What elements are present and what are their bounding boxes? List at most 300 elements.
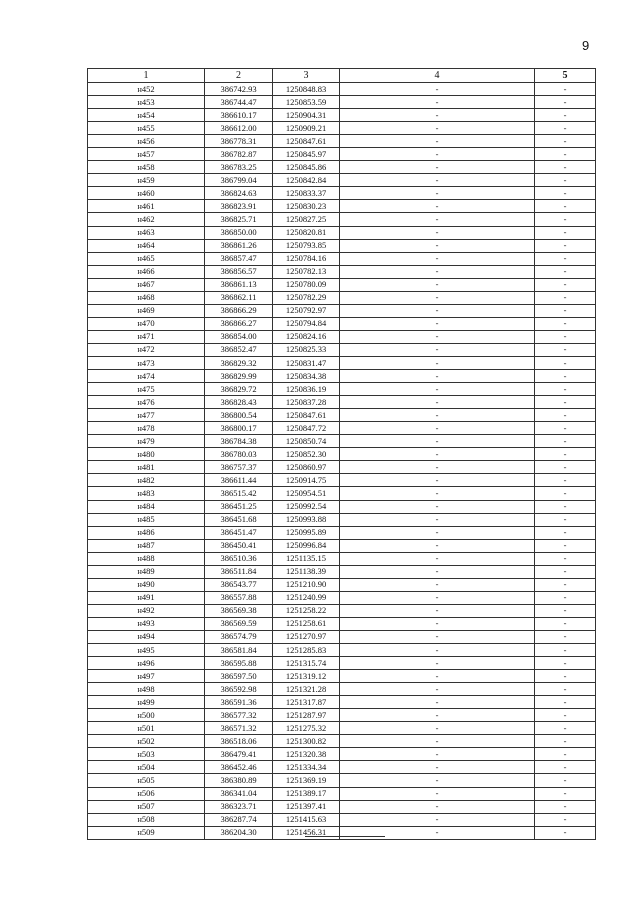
table-row <box>88 356 596 369</box>
description-cell: - <box>340 161 535 174</box>
x-coordinate-cell: 386852.47 <box>205 343 273 356</box>
note-cell: - <box>535 617 596 630</box>
table-row <box>88 109 596 122</box>
table-row <box>88 787 596 800</box>
point-id-cell: н477 <box>88 409 205 422</box>
x-coordinate-cell: 386341.04 <box>205 787 273 800</box>
description-cell: - <box>340 500 535 513</box>
note-cell: - <box>535 670 596 683</box>
note-cell: - <box>535 83 596 96</box>
note-cell: - <box>535 448 596 461</box>
note-cell: - <box>535 539 596 552</box>
point-id-cell: н483 <box>88 487 205 500</box>
table-row <box>88 800 596 813</box>
note-cell: - <box>535 200 596 213</box>
point-id-cell: н452 <box>88 83 205 96</box>
description-cell: - <box>340 96 535 109</box>
x-coordinate-cell: 386451.47 <box>205 526 273 539</box>
y-coordinate-cell: 1251300.82 <box>273 735 340 748</box>
description-cell: - <box>340 513 535 526</box>
x-coordinate-cell: 386780.03 <box>205 448 273 461</box>
y-coordinate-cell: 1250904.31 <box>273 109 340 122</box>
table-row <box>88 135 596 148</box>
point-id-cell: н487 <box>88 539 205 552</box>
note-cell: - <box>535 396 596 409</box>
note-cell: - <box>535 356 596 369</box>
x-coordinate-cell: 386611.44 <box>205 474 273 487</box>
y-coordinate-cell: 1250909.21 <box>273 122 340 135</box>
y-coordinate-cell: 1251317.87 <box>273 696 340 709</box>
table-row <box>88 630 596 643</box>
footer-divider <box>305 836 385 837</box>
table-row <box>88 487 596 500</box>
x-coordinate-cell: 386592.98 <box>205 683 273 696</box>
description-cell: - <box>340 226 535 239</box>
x-coordinate-cell: 386543.77 <box>205 578 273 591</box>
point-id-cell: н461 <box>88 200 205 213</box>
x-coordinate-cell: 386862.11 <box>205 291 273 304</box>
y-coordinate-cell: 1251287.97 <box>273 709 340 722</box>
y-coordinate-cell: 1250833.37 <box>273 187 340 200</box>
table-body <box>88 83 596 840</box>
y-coordinate-cell: 1250842.84 <box>273 174 340 187</box>
y-coordinate-cell: 1250784.16 <box>273 252 340 265</box>
table-row <box>88 370 596 383</box>
table-row <box>88 122 596 135</box>
y-coordinate-cell: 1251258.22 <box>273 604 340 617</box>
x-coordinate-cell: 386824.63 <box>205 187 273 200</box>
note-cell: - <box>535 122 596 135</box>
note-cell: - <box>535 148 596 161</box>
description-cell: - <box>340 644 535 657</box>
table-row <box>88 826 596 839</box>
note-cell: - <box>535 213 596 226</box>
y-coordinate-cell: 1250847.61 <box>273 409 340 422</box>
description-cell: - <box>340 370 535 383</box>
point-id-cell: н457 <box>88 148 205 161</box>
table-row <box>88 552 596 565</box>
table-row <box>88 265 596 278</box>
point-id-cell: н458 <box>88 161 205 174</box>
note-cell: - <box>535 657 596 670</box>
x-coordinate-cell: 386829.99 <box>205 370 273 383</box>
description-cell: - <box>340 774 535 787</box>
y-coordinate-cell: 1250836.19 <box>273 383 340 396</box>
x-coordinate-cell: 386825.71 <box>205 213 273 226</box>
y-coordinate-cell: 1251389.17 <box>273 787 340 800</box>
table-row <box>88 252 596 265</box>
y-coordinate-cell: 1250794.84 <box>273 317 340 330</box>
point-id-cell: н467 <box>88 278 205 291</box>
table-row <box>88 683 596 696</box>
y-coordinate-cell: 1250914.75 <box>273 474 340 487</box>
x-coordinate-cell: 386569.38 <box>205 604 273 617</box>
x-coordinate-cell: 386829.72 <box>205 383 273 396</box>
note-cell: - <box>535 630 596 643</box>
column-header-3: 3 <box>273 69 340 83</box>
description-cell: - <box>340 709 535 722</box>
table-row <box>88 213 596 226</box>
point-id-cell: н505 <box>88 774 205 787</box>
x-coordinate-cell: 386857.47 <box>205 252 273 265</box>
x-coordinate-cell: 386610.17 <box>205 109 273 122</box>
y-coordinate-cell: 1250824.16 <box>273 330 340 343</box>
description-cell: - <box>340 565 535 578</box>
point-id-cell: н507 <box>88 800 205 813</box>
note-cell: - <box>535 683 596 696</box>
x-coordinate-cell: 386828.43 <box>205 396 273 409</box>
y-coordinate-cell: 1251321.28 <box>273 683 340 696</box>
x-coordinate-cell: 386511.84 <box>205 565 273 578</box>
table-row <box>88 383 596 396</box>
description-cell: - <box>340 487 535 500</box>
x-coordinate-cell: 386569.59 <box>205 617 273 630</box>
note-cell: - <box>535 252 596 265</box>
table-row <box>88 604 596 617</box>
point-id-cell: н454 <box>88 109 205 122</box>
description-cell: - <box>340 748 535 761</box>
y-coordinate-cell: 1250995.89 <box>273 526 340 539</box>
description-cell: - <box>340 696 535 709</box>
description-cell: - <box>340 657 535 670</box>
table-row <box>88 174 596 187</box>
point-id-cell: н472 <box>88 343 205 356</box>
point-id-cell: н500 <box>88 709 205 722</box>
description-cell: - <box>340 448 535 461</box>
y-coordinate-cell: 1250996.84 <box>273 539 340 552</box>
point-id-cell: н464 <box>88 239 205 252</box>
table-row <box>88 396 596 409</box>
y-coordinate-cell: 1250847.72 <box>273 422 340 435</box>
y-coordinate-cell: 1251456.31 <box>273 826 340 839</box>
x-coordinate-cell: 386518.06 <box>205 735 273 748</box>
note-cell: - <box>535 500 596 513</box>
point-id-cell: н482 <box>88 474 205 487</box>
note-cell: - <box>535 513 596 526</box>
column-header-5: 5 <box>535 69 596 83</box>
description-cell: - <box>340 539 535 552</box>
note-cell: - <box>535 161 596 174</box>
x-coordinate-cell: 386515.42 <box>205 487 273 500</box>
y-coordinate-cell: 1251210.90 <box>273 578 340 591</box>
y-coordinate-cell: 1251334.34 <box>273 761 340 774</box>
y-coordinate-cell: 1250993.88 <box>273 513 340 526</box>
note-cell: - <box>535 813 596 826</box>
table-row <box>88 291 596 304</box>
x-coordinate-cell: 386778.31 <box>205 135 273 148</box>
table-row <box>88 539 596 552</box>
description-cell: - <box>340 591 535 604</box>
x-coordinate-cell: 386595.88 <box>205 657 273 670</box>
point-id-cell: н475 <box>88 383 205 396</box>
point-id-cell: н463 <box>88 226 205 239</box>
note-cell: - <box>535 187 596 200</box>
note-cell: - <box>535 696 596 709</box>
description-cell: - <box>340 617 535 630</box>
x-coordinate-cell: 386577.32 <box>205 709 273 722</box>
description-cell: - <box>340 317 535 330</box>
description-cell: - <box>340 109 535 122</box>
point-id-cell: н491 <box>88 591 205 604</box>
description-cell: - <box>340 135 535 148</box>
point-id-cell: н468 <box>88 291 205 304</box>
note-cell: - <box>535 578 596 591</box>
y-coordinate-cell: 1251369.19 <box>273 774 340 787</box>
y-coordinate-cell: 1251270.97 <box>273 630 340 643</box>
y-coordinate-cell: 1251258.61 <box>273 617 340 630</box>
description-cell: - <box>340 604 535 617</box>
description-cell: - <box>340 187 535 200</box>
y-coordinate-cell: 1250853.59 <box>273 96 340 109</box>
note-cell: - <box>535 604 596 617</box>
point-id-cell: н470 <box>88 317 205 330</box>
table-row <box>88 239 596 252</box>
table-row <box>88 578 596 591</box>
x-coordinate-cell: 386744.47 <box>205 96 273 109</box>
table-row <box>88 226 596 239</box>
description-cell: - <box>340 422 535 435</box>
y-coordinate-cell: 1251415.63 <box>273 813 340 826</box>
note-cell: - <box>535 330 596 343</box>
y-coordinate-cell: 1250847.61 <box>273 135 340 148</box>
y-coordinate-cell: 1250850.74 <box>273 435 340 448</box>
description-cell: - <box>340 291 535 304</box>
x-coordinate-cell: 386557.88 <box>205 591 273 604</box>
table-row <box>88 513 596 526</box>
x-coordinate-cell: 386574.79 <box>205 630 273 643</box>
note-cell: - <box>535 278 596 291</box>
table-row <box>88 591 596 604</box>
note-cell: - <box>535 409 596 422</box>
x-coordinate-cell: 386597.50 <box>205 670 273 683</box>
y-coordinate-cell: 1251320.38 <box>273 748 340 761</box>
x-coordinate-cell: 386783.25 <box>205 161 273 174</box>
note-cell: - <box>535 383 596 396</box>
note-cell: - <box>535 552 596 565</box>
table-row <box>88 330 596 343</box>
point-id-cell: н508 <box>88 813 205 826</box>
note-cell: - <box>535 239 596 252</box>
description-cell: - <box>340 278 535 291</box>
point-id-cell: н481 <box>88 461 205 474</box>
table-row <box>88 774 596 787</box>
point-id-cell: н502 <box>88 735 205 748</box>
table-row <box>88 526 596 539</box>
y-coordinate-cell: 1250845.97 <box>273 148 340 161</box>
y-coordinate-cell: 1250820.81 <box>273 226 340 239</box>
description-cell: - <box>340 213 535 226</box>
point-id-cell: н504 <box>88 761 205 774</box>
note-cell: - <box>535 422 596 435</box>
x-coordinate-cell: 386800.17 <box>205 422 273 435</box>
description-cell: - <box>340 461 535 474</box>
point-id-cell: н501 <box>88 722 205 735</box>
x-coordinate-cell: 386800.54 <box>205 409 273 422</box>
note-cell: - <box>535 174 596 187</box>
x-coordinate-cell: 386479.41 <box>205 748 273 761</box>
y-coordinate-cell: 1250831.47 <box>273 356 340 369</box>
y-coordinate-cell: 1250825.33 <box>273 343 340 356</box>
note-cell: - <box>535 787 596 800</box>
x-coordinate-cell: 386204.30 <box>205 826 273 839</box>
point-id-cell: н466 <box>88 265 205 278</box>
description-cell: - <box>340 200 535 213</box>
point-id-cell: н455 <box>88 122 205 135</box>
point-id-cell: н503 <box>88 748 205 761</box>
description-cell: - <box>340 630 535 643</box>
x-coordinate-cell: 386581.84 <box>205 644 273 657</box>
point-id-cell: н476 <box>88 396 205 409</box>
table-row <box>88 409 596 422</box>
point-id-cell: н497 <box>88 670 205 683</box>
y-coordinate-cell: 1251138.39 <box>273 565 340 578</box>
point-id-cell: н494 <box>88 630 205 643</box>
description-cell: - <box>340 526 535 539</box>
y-coordinate-cell: 1250793.85 <box>273 239 340 252</box>
description-cell: - <box>340 265 535 278</box>
description-cell: - <box>340 239 535 252</box>
description-cell: - <box>340 826 535 839</box>
table-row <box>88 317 596 330</box>
point-id-cell: н496 <box>88 657 205 670</box>
y-coordinate-cell: 1250834.38 <box>273 370 340 383</box>
note-cell: - <box>535 435 596 448</box>
point-id-cell: н462 <box>88 213 205 226</box>
x-coordinate-cell: 386323.71 <box>205 800 273 813</box>
point-id-cell: н488 <box>88 552 205 565</box>
x-coordinate-cell: 386866.29 <box>205 304 273 317</box>
y-coordinate-cell: 1250827.25 <box>273 213 340 226</box>
table-row <box>88 748 596 761</box>
y-coordinate-cell: 1250837.28 <box>273 396 340 409</box>
note-cell: - <box>535 526 596 539</box>
point-id-cell: н460 <box>88 187 205 200</box>
point-id-cell: н473 <box>88 356 205 369</box>
point-id-cell: н456 <box>88 135 205 148</box>
x-coordinate-cell: 386861.13 <box>205 278 273 291</box>
x-coordinate-cell: 386823.91 <box>205 200 273 213</box>
note-cell: - <box>535 135 596 148</box>
note-cell: - <box>535 304 596 317</box>
x-coordinate-cell: 386866.27 <box>205 317 273 330</box>
table-row <box>88 278 596 291</box>
coordinates-table <box>87 68 596 840</box>
point-id-cell: н469 <box>88 304 205 317</box>
x-coordinate-cell: 386757.37 <box>205 461 273 474</box>
point-id-cell: н480 <box>88 448 205 461</box>
description-cell: - <box>340 787 535 800</box>
table-row <box>88 644 596 657</box>
note-cell: - <box>535 291 596 304</box>
y-coordinate-cell: 1251319.12 <box>273 670 340 683</box>
x-coordinate-cell: 386510.36 <box>205 552 273 565</box>
x-coordinate-cell: 386451.25 <box>205 500 273 513</box>
table-row <box>88 657 596 670</box>
point-id-cell: н498 <box>88 683 205 696</box>
table-header-row <box>88 69 596 83</box>
x-coordinate-cell: 386380.89 <box>205 774 273 787</box>
table-row <box>88 500 596 513</box>
table-row <box>88 722 596 735</box>
point-id-cell: н495 <box>88 644 205 657</box>
description-cell: - <box>340 356 535 369</box>
table-row <box>88 343 596 356</box>
table-row <box>88 735 596 748</box>
point-id-cell: н486 <box>88 526 205 539</box>
x-coordinate-cell: 386799.04 <box>205 174 273 187</box>
description-cell: - <box>340 330 535 343</box>
page-number: 9 <box>582 38 590 53</box>
note-cell: - <box>535 461 596 474</box>
x-coordinate-cell: 386861.26 <box>205 239 273 252</box>
table-row <box>88 200 596 213</box>
description-cell: - <box>340 474 535 487</box>
table-row <box>88 161 596 174</box>
note-cell: - <box>535 735 596 748</box>
x-coordinate-cell: 386829.32 <box>205 356 273 369</box>
description-cell: - <box>340 552 535 565</box>
y-coordinate-cell: 1251240.99 <box>273 591 340 604</box>
point-id-cell: н478 <box>88 422 205 435</box>
note-cell: - <box>535 591 596 604</box>
note-cell: - <box>535 474 596 487</box>
x-coordinate-cell: 386450.41 <box>205 539 273 552</box>
x-coordinate-cell: 386612.00 <box>205 122 273 135</box>
note-cell: - <box>535 265 596 278</box>
y-coordinate-cell: 1250782.29 <box>273 291 340 304</box>
point-id-cell: н474 <box>88 370 205 383</box>
x-coordinate-cell: 386452.46 <box>205 761 273 774</box>
y-coordinate-cell: 1250848.83 <box>273 83 340 96</box>
table-row <box>88 670 596 683</box>
x-coordinate-cell: 386854.00 <box>205 330 273 343</box>
x-coordinate-cell: 386571.32 <box>205 722 273 735</box>
point-id-cell: н489 <box>88 565 205 578</box>
point-id-cell: н493 <box>88 617 205 630</box>
point-id-cell: н484 <box>88 500 205 513</box>
note-cell: - <box>535 343 596 356</box>
y-coordinate-cell: 1250860.97 <box>273 461 340 474</box>
description-cell: - <box>340 409 535 422</box>
point-id-cell: н506 <box>88 787 205 800</box>
note-cell: - <box>535 109 596 122</box>
y-coordinate-cell: 1250830.23 <box>273 200 340 213</box>
note-cell: - <box>535 565 596 578</box>
table-row <box>88 474 596 487</box>
point-id-cell: н471 <box>88 330 205 343</box>
y-coordinate-cell: 1251275.32 <box>273 722 340 735</box>
point-id-cell: н485 <box>88 513 205 526</box>
note-cell: - <box>535 761 596 774</box>
table-row <box>88 696 596 709</box>
table-row <box>88 422 596 435</box>
x-coordinate-cell: 386591.36 <box>205 696 273 709</box>
table-row <box>88 187 596 200</box>
column-header-1: 1 <box>88 69 205 83</box>
point-id-cell: н459 <box>88 174 205 187</box>
description-cell: - <box>340 174 535 187</box>
y-coordinate-cell: 1251315.74 <box>273 657 340 670</box>
point-id-cell: н490 <box>88 578 205 591</box>
y-coordinate-cell: 1250845.86 <box>273 161 340 174</box>
point-id-cell: н465 <box>88 252 205 265</box>
table-row <box>88 96 596 109</box>
description-cell: - <box>340 383 535 396</box>
note-cell: - <box>535 826 596 839</box>
table-row <box>88 565 596 578</box>
description-cell: - <box>340 343 535 356</box>
description-cell: - <box>340 761 535 774</box>
